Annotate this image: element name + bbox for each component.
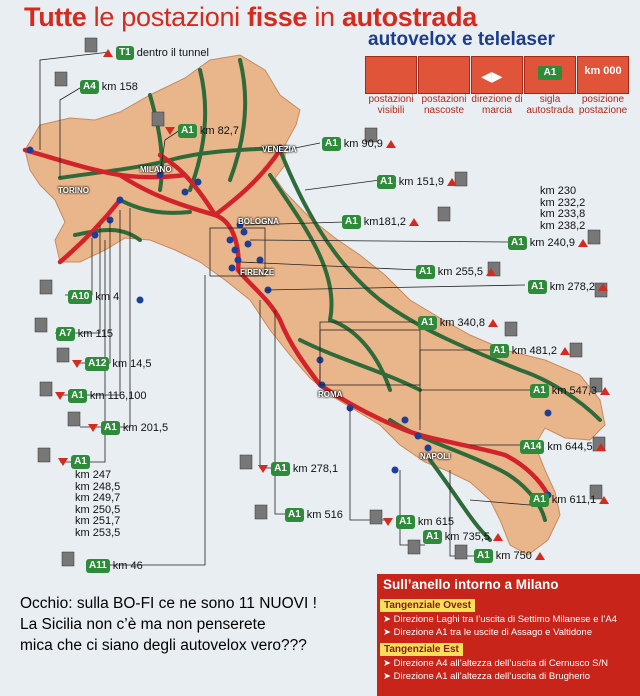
legend-road-sample: A1 [524, 56, 576, 94]
milano-title: Sull’anello intorno a Milano [383, 577, 559, 592]
marker-label: A1 km 615 [383, 515, 454, 529]
marker-label: A1 km 278,1 [258, 462, 338, 476]
km-list: km 230 km 232,2 km 233,8 km 238,2 [540, 185, 586, 232]
marker-label: A1 km 340,8 [418, 316, 498, 330]
page-title: Tutte le postazioni fisse in autostrada [24, 2, 478, 32]
section-tangenziale-est: Tangenziale Est [380, 643, 463, 656]
legend [365, 56, 627, 148]
marker-label: A1 km 735,5 [423, 530, 503, 544]
marker-label: A1 km 255,5 [416, 265, 496, 279]
marker-label: A1 km181,2 [342, 215, 419, 229]
section-tangenziale-ovest: Tangenziale Ovest [380, 599, 475, 612]
legend-hidden-icon [418, 56, 470, 94]
marker-label: A1 km 750 [474, 549, 545, 563]
milano-row: ➤ Direzione A1 all’altezza dell’uscita di Brugherio [383, 671, 591, 682]
marker-label: A4 km 158 [80, 80, 138, 94]
legend-label: postazioni visibili [368, 94, 414, 116]
km-list: km 247 km 248,5 km 249,7 km 250,5 km 251,7 km 253,5 [75, 469, 121, 539]
marker-label: A7 km 115 [56, 327, 113, 341]
city-label: TORINO [58, 186, 89, 195]
marker-label: A1 km 201,5 [88, 421, 168, 435]
milano-ring-box [377, 574, 640, 696]
marker-label: A10 km 4 [68, 290, 119, 304]
marker-label: A11 km 46 [86, 559, 143, 573]
city-label: FIRENZE [240, 268, 275, 277]
marker-label: A1 km 82,7 [165, 124, 239, 138]
handwritten-note: Occhio: sulla BO-FI ce ne sono 11 NUOVI ! La Sicilia non c’è ma non penserete mica che ci siano degli autovelox vero??? [20, 595, 317, 654]
legend-label: direzione di marcia [471, 94, 523, 116]
marker-label: A1 km 151,9 [377, 175, 457, 189]
marker-label: A1 km 278,2 [528, 280, 608, 294]
legend-direction-icon: ◀▶ [471, 56, 523, 94]
legend-visible-icon [365, 56, 417, 94]
legend-km-sample: km 000 [577, 56, 629, 94]
marker-label: T1 dentro il tunnel [103, 46, 209, 60]
city-label: MILANO [140, 165, 172, 174]
marker-label: A14 km 644,5 [520, 440, 606, 454]
marker-label: A1 km 547,3 [530, 384, 610, 398]
legend-label: sigla autostrada [526, 94, 574, 116]
city-label: ROMA [318, 390, 343, 399]
marker-label: A1 km 516 [285, 508, 343, 522]
marker-label: A12 km 14,5 [72, 357, 152, 371]
marker-label: A1 km 90,9 [322, 137, 396, 151]
city-label: NAPOLI [420, 452, 451, 461]
marker-label: A1 [58, 455, 93, 469]
city-label: BOLOGNA [238, 217, 279, 226]
marker-label: A1 km 481,2 [490, 344, 570, 358]
legend-label: posizione postazione [578, 94, 628, 116]
milano-row: ➤ Direzione A4 all’altezza dell’uscita di Cernusco S/N [383, 658, 608, 669]
milano-row: ➤ Direzione A1 tra le uscite di Assago e Valtidone [383, 627, 592, 638]
page-subtitle: autovelox e telelaser [368, 29, 555, 50]
milano-row: ➤ Direzione Laghi tra l’uscita di Settimo Milanese e l’A4 [383, 614, 617, 625]
city-label: VENEZIA [262, 145, 297, 154]
marker-label: A1 km 240,9 [508, 236, 588, 250]
marker-label: A1 km 116,100 [55, 389, 147, 403]
marker-label: A1 km 611,1 [530, 493, 609, 507]
legend-label: postazioni nascoste [421, 94, 467, 116]
